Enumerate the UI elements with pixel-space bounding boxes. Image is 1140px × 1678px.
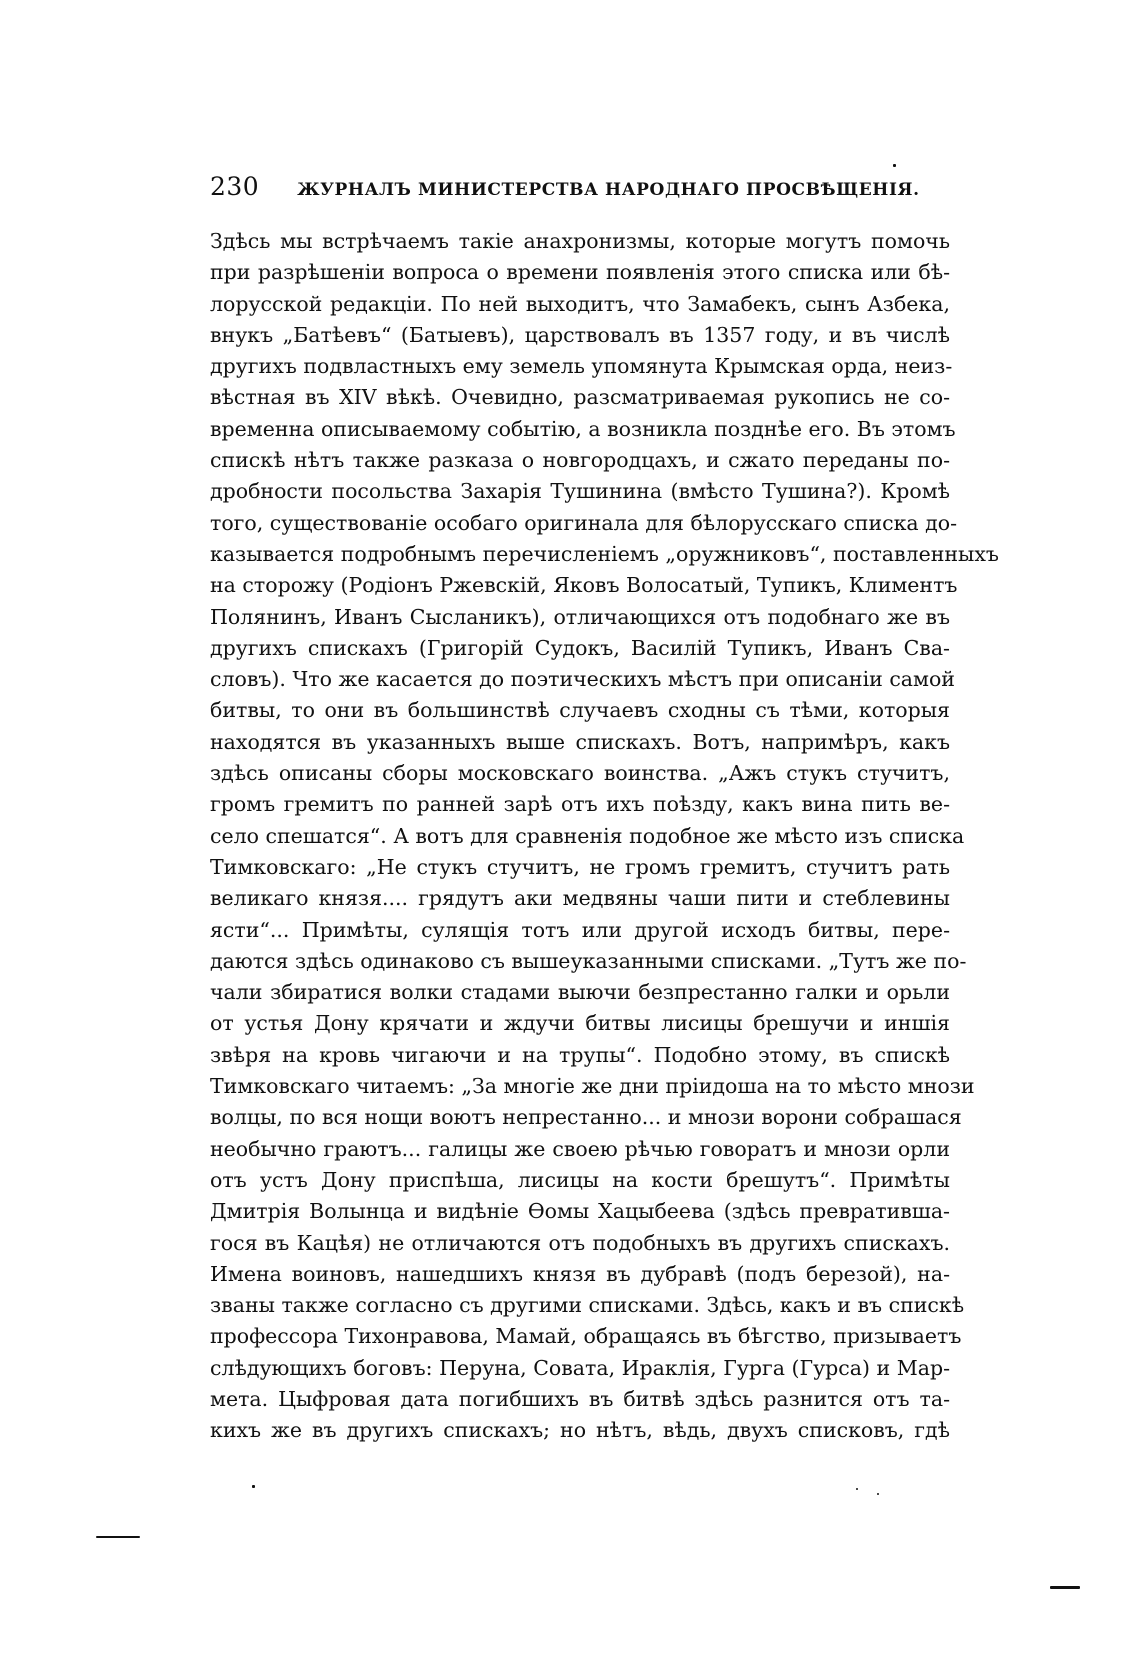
scan-line-artifact: [1050, 1586, 1080, 1589]
scan-speck: [877, 1493, 879, 1495]
text-line: Полянинъ, Иванъ Сысланикъ), отличающихся отъ подобнаго же въ: [210, 604, 950, 629]
text-line: на сторожу (Родіонъ Ржевскій, Яковъ Волосатый, Тупикъ, Климентъ: [210, 573, 958, 598]
text-line: вѣстная въ XIV вѣкѣ. Очевидно, разсматриваемая рукопись не со-: [210, 385, 950, 410]
text-line: при разрѣшеніи вопроса о времени появленія этого списка или бѣ-: [210, 260, 950, 285]
text-line: Дмитрія Волынца и видѣніе Ѳомы Хацыбеева (здѣсь превратившa-: [210, 1199, 950, 1224]
text-line: внукъ „Батѣевъ“ (Батыевъ), царствовалъ въ 1357 году, и въ числѣ: [210, 322, 950, 347]
text-line: Здѣсь мы встрѣчаемъ такіе анахронизмы, которые могутъ помочь: [210, 229, 950, 253]
text-line: от устья Дону крячати и ждучи битвы лисицы брешучи и иншія: [210, 1011, 950, 1036]
scan-line-artifact: [96, 1536, 140, 1538]
text-line: ясти“... Примѣты, сулящія тотъ или другой исходъ битвы, пере-: [210, 917, 950, 942]
text-line: волцы, по вся нощи воютъ непрестанно... и мнози ворони собрашася: [210, 1105, 962, 1130]
scan-speck: [893, 164, 896, 167]
text-line: Имена воиновъ, нашедшихъ князя въ дубравѣ (подъ березой), на-: [210, 1261, 950, 1286]
text-line: село спешатся“. А вотъ для сравненія подобное же мѣсто изъ списка: [210, 823, 965, 848]
text-line: слѣдующихъ боговъ: Перуна, Совата, Ираклія, Гурга (Гурса) и Мар-: [210, 1355, 950, 1380]
text-line: чали збиратися волки стадами выючи безпрестанно галки и орьли: [210, 980, 950, 1005]
text-line: отъ устъ Дону приспѣша, лисицы на кости брешутъ“. Примѣты: [210, 1167, 950, 1192]
text-line: кихъ же въ другихъ спискахъ; но нѣтъ, вѣдь, двухъ списковъ, гдѣ: [210, 1418, 950, 1443]
text-line: званы также согласно съ другими списками. Здѣсь, какъ и въ спискѣ: [210, 1293, 965, 1318]
text-line: спискѣ нѣтъ также разказа о новгородцахъ, и сжато переданы по-: [210, 448, 950, 473]
text-line: словъ). Что же касается до поэтическихъ мѣстъ при описаніи самой: [210, 667, 955, 692]
text-line: лорусской редакціи. По ней выходитъ, что Замабекъ, сынъ Азбека,: [210, 291, 950, 316]
text-line: казывается подробнымъ перечисленіемъ „оружниковъ“, поставленныхъ: [210, 541, 999, 566]
text-line: находятся въ указанныхъ выше спискахъ. Вотъ, напримѣръ, какъ: [210, 729, 950, 754]
text-line: мета. Цыфровая дата погибшихъ въ битвѣ здѣсь разнится отъ та-: [210, 1386, 950, 1411]
text-line: дробности посольства Захарія Тушинина (вмѣсто Тушина?). Кромѣ: [210, 479, 950, 504]
text-line: того, существованіе особаго оригинала для бѣлорусскаго списка до-: [210, 510, 958, 535]
body-text: [210, 226, 999, 1447]
page-number: 230: [210, 172, 260, 201]
text-line: громъ гремитъ по ранней зарѣ отъ ихъ поѣзду, какъ вина пить ве-: [210, 792, 950, 817]
scan-speck: [856, 1488, 858, 1490]
text-line: гося въ Кацѣя) не отличаются отъ подобныхъ въ другихъ спискахъ.: [210, 1230, 950, 1255]
text-line: здѣсь описаны сборы московскаго воинства. „Ажъ стукъ стучитъ,: [210, 761, 950, 786]
text-line: профессора Тихонравова, Мамай, обращаясь въ бѣгство, призываетъ: [210, 1324, 962, 1349]
text-line: великаго князя.... грядутъ аки медвяны чаши пити и стеблевины: [210, 886, 950, 911]
text-line: другихъ подвластныхъ ему земель упомянута Крымская орда, неиз-: [210, 354, 953, 379]
text-line: звѣря на кровь чигаючи и на трупы“. Подобно этому, въ спискѣ: [210, 1042, 950, 1067]
running-title: ЖУРНАЛЪ МИНИСТЕРСТВА НАРОДНАГО ПРОСВѢЩЕНІЯ.: [297, 180, 920, 200]
text-line: другихъ спискахъ (Григорій Судокъ, Василій Тупикъ, Иванъ Сва-: [210, 635, 950, 660]
text-line: необычно граютъ... галицы же своею рѣчью говоратъ и мнози орли: [210, 1136, 950, 1161]
text-line: Тимковскаго: „Не стукъ стучитъ, не громъ гремитъ, стучитъ рать: [210, 854, 950, 879]
text-line: временна описываемому событію, а возникла позднѣе его. Въ этомъ: [210, 416, 956, 441]
scan-speck: [252, 1485, 255, 1488]
text-line: битвы, то они въ большинствѣ случаевъ сходны съ тѣми, которыя: [210, 698, 950, 723]
page-header: [210, 172, 950, 208]
text-line: даются здѣсь одинаково съ вышеуказанными списками. „Тутъ же по-: [210, 948, 967, 973]
text-line: Тимковскаго читаемъ: „За многіе же дни пріидоша на то мѣсто мнози: [210, 1074, 975, 1099]
